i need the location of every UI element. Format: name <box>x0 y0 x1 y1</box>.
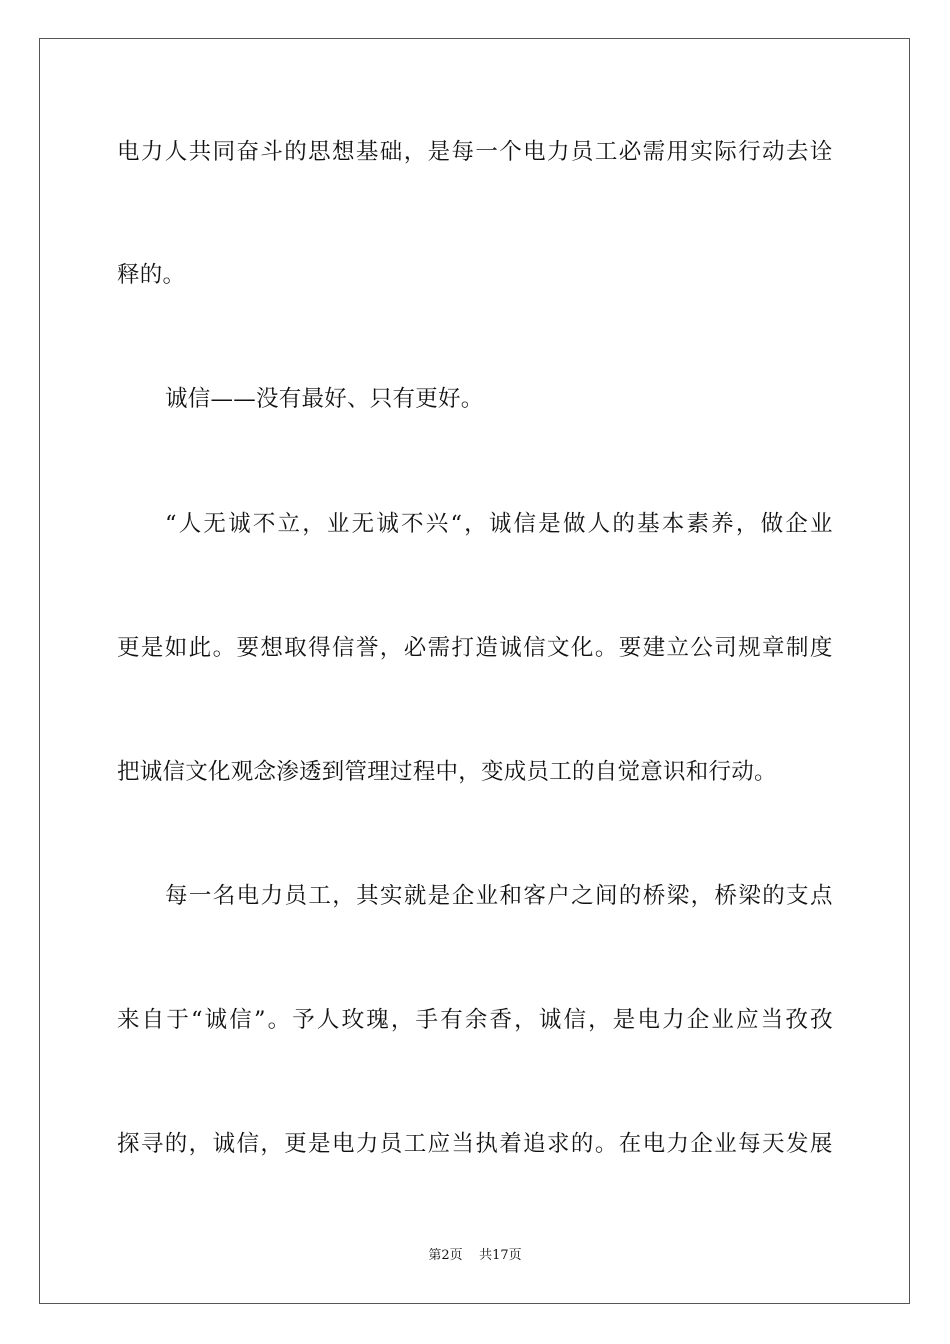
char: 养 <box>711 511 734 537</box>
char: 是 <box>612 1007 636 1033</box>
char: 求 <box>547 1131 570 1157</box>
char: 信 <box>332 635 355 661</box>
char: 电 <box>642 1131 666 1157</box>
char: 电 <box>236 883 260 909</box>
char: 无 <box>203 511 227 537</box>
char: 企 <box>686 1007 710 1033</box>
body-line-9 <box>117 1129 833 1159</box>
char: 工 <box>308 883 332 909</box>
char: 要 <box>236 635 260 661</box>
char: 追 <box>523 1131 546 1157</box>
char: 更 <box>284 1131 307 1157</box>
char: 共 <box>188 139 212 165</box>
char: 寻 <box>140 1131 164 1157</box>
char: 玫 <box>341 1007 365 1033</box>
char: 不 <box>252 511 276 537</box>
char: 是 <box>308 1131 331 1157</box>
char: 用 <box>666 139 690 165</box>
char: 诚 <box>204 1007 228 1033</box>
char: 信 <box>513 511 537 537</box>
char: 自 <box>141 1007 165 1033</box>
char: 人 <box>178 511 202 537</box>
char: 企 <box>451 883 475 909</box>
char: 每 <box>165 883 188 909</box>
char: 点 <box>810 883 833 909</box>
char: 不 <box>401 511 424 537</box>
char: 是 <box>427 883 451 909</box>
char: 。 <box>594 635 618 661</box>
char: 实 <box>380 883 403 909</box>
char: 必 <box>403 635 427 661</box>
body-line-2: 释的。 <box>117 262 186 288</box>
char: 客 <box>523 883 547 909</box>
char: ， <box>188 1131 212 1157</box>
body-line-8 <box>117 1005 833 1035</box>
char: 化 <box>570 635 594 661</box>
char: ， <box>390 1007 414 1033</box>
char: 力 <box>260 883 284 909</box>
char: 想 <box>332 139 355 165</box>
char: 诚 <box>488 511 512 537</box>
char: 诚 <box>228 511 251 537</box>
char: 名 <box>212 883 236 909</box>
char: 员 <box>379 1131 403 1157</box>
char: 公 <box>690 635 714 661</box>
char: 工 <box>403 1131 427 1157</box>
char: 无 <box>351 511 375 537</box>
char: 规 <box>738 635 761 661</box>
char: 发 <box>785 1131 809 1157</box>
body-line-5 <box>117 633 833 663</box>
char: 思 <box>308 139 331 165</box>
char: 其 <box>356 883 379 909</box>
char: 力 <box>662 1007 685 1033</box>
body-line-6: 把诚信文化观念渗透到管理过程中，变成员工的自觉意识和行动。 <box>117 759 777 785</box>
char: 一 <box>188 883 212 909</box>
char: 户 <box>547 883 571 909</box>
char: 业 <box>714 1131 738 1157</box>
char: 奋 <box>236 139 260 165</box>
char: 每 <box>451 139 475 165</box>
char: 础 <box>379 139 403 165</box>
char: 余 <box>464 1007 488 1033</box>
char: 信 <box>563 1007 587 1033</box>
char: 业 <box>809 511 833 537</box>
char: ， <box>588 1007 611 1033</box>
char: 际 <box>714 139 738 165</box>
char: 孜 <box>810 1007 833 1033</box>
char: 员 <box>570 139 594 165</box>
char: 力 <box>547 139 570 165</box>
char: 的 <box>570 1131 594 1157</box>
char: 的 <box>612 511 636 537</box>
char: 必 <box>618 139 642 165</box>
char: 立 <box>666 635 690 661</box>
char: 。 <box>212 635 236 661</box>
char: 是 <box>427 139 451 165</box>
char: 文 <box>547 635 570 661</box>
char: 香 <box>489 1007 513 1033</box>
char: ， <box>403 139 427 165</box>
char: 建 <box>642 635 666 661</box>
char: 信 <box>523 635 546 661</box>
char: 当 <box>451 1131 475 1157</box>
char: 人 <box>316 1007 340 1033</box>
char: 人 <box>587 511 611 537</box>
char: ， <box>464 511 487 537</box>
char: 员 <box>284 883 308 909</box>
char: ， <box>690 883 714 909</box>
char: 立 <box>277 511 301 537</box>
char: 信 <box>236 1131 260 1157</box>
char: ， <box>332 883 355 909</box>
char: 。 <box>594 1131 618 1157</box>
char: 应 <box>736 1007 759 1033</box>
char: 天 <box>762 1131 785 1157</box>
char: 当 <box>760 1007 784 1033</box>
char: 是 <box>538 511 562 537</box>
char: 如 <box>164 635 188 661</box>
char: 桥 <box>714 883 738 909</box>
char: ， <box>260 1131 284 1157</box>
char: 信 <box>229 1007 253 1033</box>
body-line-7 <box>165 881 833 911</box>
char: 兴 <box>425 511 449 537</box>
char: 电 <box>523 139 546 165</box>
char: 的 <box>284 139 307 165</box>
char: 实 <box>690 139 714 165</box>
char: 需 <box>642 139 666 165</box>
char: “ <box>165 511 177 537</box>
char: 支 <box>786 883 809 909</box>
char: 动 <box>762 139 785 165</box>
char: 业 <box>475 883 499 909</box>
char: 力 <box>140 139 164 165</box>
char: 之 <box>571 883 594 909</box>
char: 力 <box>666 1131 690 1157</box>
char: 企 <box>785 511 809 537</box>
page-border <box>39 38 910 1304</box>
char: 展 <box>809 1131 833 1157</box>
body-line-4 <box>165 509 833 539</box>
char: 力 <box>355 1131 379 1157</box>
char: 要 <box>618 635 642 661</box>
char: 诚 <box>212 1131 236 1157</box>
char: 制 <box>785 635 809 661</box>
char: 的 <box>762 883 786 909</box>
char: 电 <box>637 1007 661 1033</box>
char: 司 <box>714 635 738 661</box>
char: 本 <box>661 511 685 537</box>
char: 基 <box>355 139 379 165</box>
char: 斗 <box>260 139 284 165</box>
char: 想 <box>260 635 284 661</box>
char: 做 <box>562 511 586 537</box>
char: 桥 <box>642 883 666 909</box>
char: 来 <box>117 1007 140 1033</box>
char: 素 <box>686 511 710 537</box>
char: “ <box>190 1007 203 1033</box>
char: 人 <box>164 139 188 165</box>
char: 应 <box>427 1131 451 1157</box>
char: 业 <box>711 1007 735 1033</box>
char: 得 <box>308 635 331 661</box>
char: 打 <box>451 635 475 661</box>
char: 造 <box>475 635 499 661</box>
char: 需 <box>427 635 451 661</box>
char: 的 <box>618 883 642 909</box>
section-heading: 诚信——没有最好、只有更好。 <box>165 386 484 412</box>
char: 誉 <box>355 635 379 661</box>
char: 诠 <box>809 139 833 165</box>
char: “ <box>450 511 463 537</box>
char: 梁 <box>738 883 762 909</box>
char: 间 <box>595 883 618 909</box>
char: 基 <box>637 511 660 537</box>
char: 个 <box>499 139 523 165</box>
char: 诚 <box>376 511 400 537</box>
char: ， <box>302 511 325 537</box>
char: 电 <box>117 139 140 165</box>
char: 章 <box>762 635 785 661</box>
char: 电 <box>332 1131 355 1157</box>
char: 在 <box>618 1131 642 1157</box>
char: ” <box>253 1007 266 1033</box>
char: 诚 <box>538 1007 562 1033</box>
char: 度 <box>809 635 833 661</box>
body-line-1 <box>117 137 833 167</box>
char: 着 <box>499 1131 523 1157</box>
char: 手 <box>415 1007 439 1033</box>
char: 瑰 <box>366 1007 389 1033</box>
char: 有 <box>440 1007 463 1033</box>
char: 取 <box>284 635 307 661</box>
char: 业 <box>326 511 350 537</box>
char: 工 <box>594 139 618 165</box>
char: 行 <box>738 139 761 165</box>
char: 去 <box>785 139 809 165</box>
char: 探 <box>117 1131 140 1157</box>
char: 做 <box>760 511 784 537</box>
char: 一 <box>475 139 499 165</box>
page-number-footer: 第2页 共17页 <box>428 1248 522 1263</box>
char: 执 <box>475 1131 499 1157</box>
char: 是 <box>140 635 164 661</box>
char: 于 <box>166 1007 190 1033</box>
char: ， <box>379 635 403 661</box>
char: ， <box>514 1007 537 1033</box>
char: 诚 <box>499 635 523 661</box>
char: 孜 <box>785 1007 809 1033</box>
char: ， <box>735 511 759 537</box>
char: 的 <box>164 1131 188 1157</box>
char: 梁 <box>666 883 690 909</box>
char: 就 <box>403 883 427 909</box>
char: 同 <box>212 139 236 165</box>
char: 每 <box>738 1131 761 1157</box>
char: 此 <box>188 635 212 661</box>
char: 。 <box>267 1007 291 1033</box>
char: 企 <box>690 1131 714 1157</box>
char: 和 <box>499 883 523 909</box>
char: 予 <box>292 1007 316 1033</box>
char: 更 <box>117 635 140 661</box>
